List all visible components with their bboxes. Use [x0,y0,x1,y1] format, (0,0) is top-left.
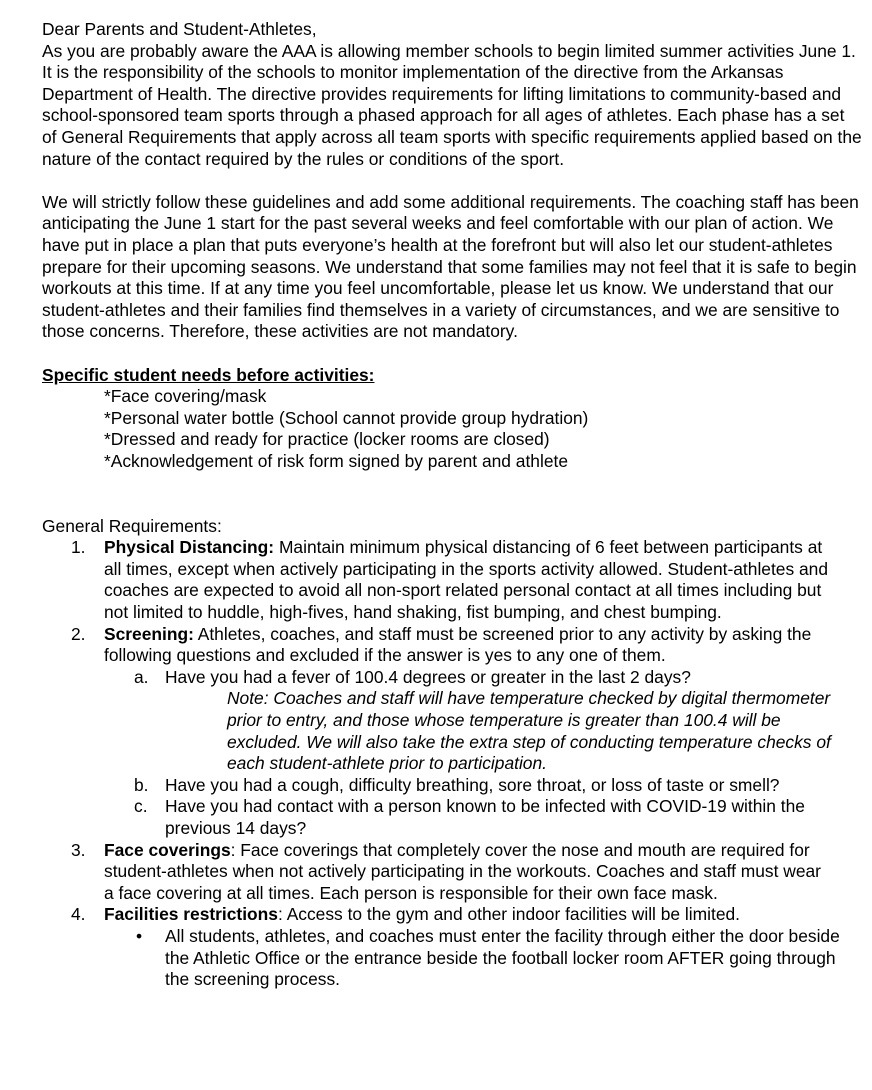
needs-heading: Specific student needs before activities: [42,364,375,385]
requirement-title: Screening: [104,623,194,644]
plan-paragraph: We will strictly follow these guidelines and add some additional requirements. The coaching staff has been anticipating the June 1 start for the past several weeks and feel comfortable with our plan of action. We have put in place a plan that puts everyone’s health at the forefront but will also let our student-athletes prepare for their upcoming seasons. We understand that some families may not feel that it is safe to begin workouts at this time. If at any time you feel uncomfortable, please let us know. We understand that our student-athletes and their families find themselves in a variety of circumstances, and we are sensitive to those concerns. Therefore, these activities are not mandatory. [42,191,859,342]
requirement-number: 3. [71,839,86,860]
requirement-title: Face coverings [104,839,231,860]
general-requirements-heading: General Requirements: [42,515,222,536]
requirement-text: : Access to the gym and other indoor facilities will be limited. [277,904,741,925]
facilities-bullet [42,926,855,991]
requirement-physical-distancing [42,537,834,623]
question-text: Have you had contact with a person known to be infected with COVID-19 within the previous 14 days? [165,796,805,838]
intro-paragraph: As you are probably aware the AAA is allowing member schools to begin limited summer activities June 1. It is the responsibility of the schools to monitor implementation of the directive from the Arkansas Department of Health. The directive provides requirements for lifting limitations to community-based and school-sponsored team sports through a phased approach for all ages of athletes. Each phase has a set of General Requirements that apply across all team sports with specific requirements applied based on the nature of the contact required by the rules or conditions of the sport. [42,40,862,169]
requirement-title: Facilities restrictions [104,904,278,925]
question-letter: a. [134,666,149,687]
requirement-title: Physical Distancing: [104,537,275,558]
letter-document [42,19,862,991]
need-item: *Face covering/mask [104,386,267,407]
requirement-screening [42,624,834,667]
requirement-text: : Face coverings that completely cover the nose and mouth are required for student-athletes when not actively participating in the workouts. Coaches and staff must wear a face covering at all times. Each person is responsible for their own face mask. [104,839,821,903]
greeting: Dear Parents and Student-Athletes, [42,19,317,39]
bullet-text: All students, athletes, and coaches must enter the facility through either the door beside the Athletic Office or the entrance beside the football locker room AFTER going through the screening process. [165,925,840,990]
requirement-facilities [42,904,834,926]
need-item: *Dressed and ready for practice (locker rooms are closed) [104,429,550,450]
requirement-face-coverings [42,840,834,905]
need-item: *Personal water bottle (School cannot provide group hydration) [104,407,589,428]
requirement-text: Athletes, coaches, and staff must be screened prior to any activity by asking the following questions and excluded if the answer is yes to any one of them. [104,623,812,666]
question-text: Have you had a cough, difficulty breathing, sore throat, or loss of taste or smell? [165,774,780,795]
requirement-number: 1. [71,537,86,558]
requirement-text: Maintain minimum physical distancing of 6 feet between participants at all times, except when actively participating in the sports activity allowed. Student-athletes and coaches are expected to avoid all non-sport related personal contact at all times including but not limited to huddle, high-fives, hand shaking, fist bumping, and chest bumping. [104,537,829,623]
need-item: *Acknowledgement of risk form signed by parent and athlete [104,450,569,471]
temperature-note: Note: Coaches and staff will have temperature checked by digital thermometer prior to entry, and those whose temperature is greater than 100.4 will be excluded. We will also take the extra step of conducting temperature checks of each student-athlete prior to participation. [227,688,831,774]
bullet-icon: • [136,925,143,946]
screening-question-b [42,775,865,797]
requirement-number: 2. [71,623,86,644]
screening-question-a [42,667,865,689]
requirement-number: 4. [71,904,86,925]
question-text: Have you had a fever of 100.4 degrees or greater in the last 2 days? [165,666,691,687]
question-letter: b. [134,774,149,795]
question-letter: c. [134,796,148,817]
screening-question-c [42,796,865,839]
